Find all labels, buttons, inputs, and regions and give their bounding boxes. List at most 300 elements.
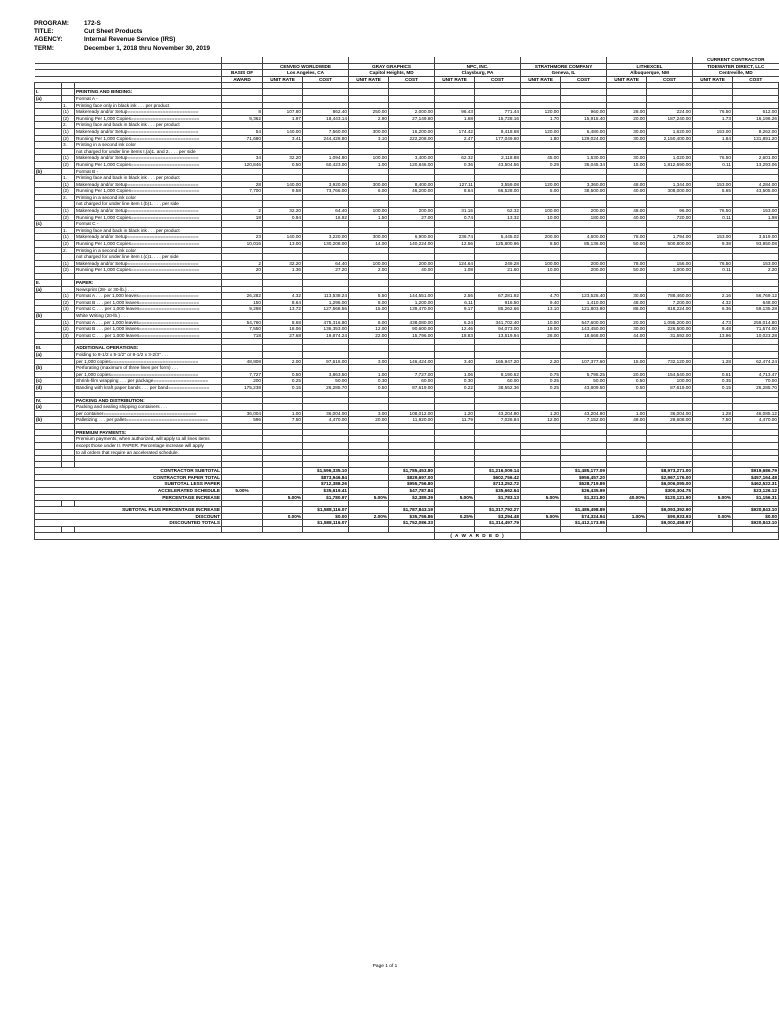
- item-description: Printing in a second ink color: [75, 142, 222, 149]
- line-item-row: [35, 135, 779, 142]
- basis-of-award: [222, 443, 263, 450]
- cost-cell: 720.00: [647, 214, 693, 221]
- item-section: (c): [35, 221, 62, 228]
- item-section: [35, 201, 62, 208]
- unit-rate-cell: 7.50: [263, 417, 303, 424]
- unit-rate-cell: 0.29: [521, 161, 561, 168]
- item-description: Banding with kraft paper bands . . . per band===============: [75, 384, 222, 391]
- unit-rate-cell: 1.06: [435, 371, 475, 378]
- unit-rate-cell: [435, 221, 475, 228]
- unit-rate-cell: [607, 227, 647, 234]
- unit-rate-cell: [263, 286, 303, 293]
- unit-rate-cell: [349, 142, 389, 149]
- cost-cell: [647, 175, 693, 182]
- summary-value: $2,389.39: [389, 494, 435, 501]
- unit-rate-cell: [521, 286, 561, 293]
- summary-value: $3,294.48: [475, 513, 521, 520]
- unit-rate-cell: [349, 227, 389, 234]
- unit-rate-cell: [693, 443, 733, 450]
- cost-cell: 187,240.00: [647, 115, 693, 122]
- cost-cell: 130,208.00: [303, 241, 349, 248]
- unit-rate-cell: 4.73: [693, 319, 733, 326]
- unit-rate-cell: 0.50: [349, 384, 389, 391]
- cost-cell: 107,377.60: [561, 358, 607, 365]
- summary-label: ACCELERATED SCHEDULE: [35, 488, 222, 495]
- item-number: (1): [62, 208, 75, 215]
- unit-rate-cell: [263, 351, 303, 358]
- vendor-name: NPC, INC.: [435, 63, 521, 70]
- basis-of-award: [222, 436, 263, 443]
- unit-rate-cell: 3.10: [349, 135, 389, 142]
- rate-cost-header-row: [35, 76, 779, 83]
- item-section: [35, 429, 62, 436]
- summary-rate: 5.00%: [521, 513, 561, 520]
- cost-cell: 1,094.80: [303, 155, 349, 162]
- summary-rate: [349, 481, 389, 488]
- summary-value: $0.00: [733, 513, 779, 520]
- item-description: Printing face and back in black ink . . . per product: [75, 227, 222, 234]
- item-number: (1): [62, 234, 75, 241]
- cost-cell: [647, 449, 693, 456]
- item-number: 2.: [62, 122, 75, 129]
- cost-cell: [647, 201, 693, 208]
- cost-cell: 10,023.28: [733, 332, 779, 339]
- basis-of-award: 18: [222, 214, 263, 221]
- cost-cell: 960.00: [561, 109, 607, 116]
- summary-value: $1,321.80: [561, 494, 607, 501]
- unit-rate-cell: [693, 95, 733, 102]
- summary-basis: [222, 513, 263, 520]
- item-number: (3): [62, 332, 75, 339]
- cost-cell: 3,360.00: [561, 181, 607, 188]
- item-number: [62, 148, 75, 155]
- unit-rate-cell: [435, 201, 475, 208]
- cost-cell: [561, 443, 607, 450]
- header-label: TERM:: [34, 44, 54, 52]
- basis-header: AWARD: [222, 76, 263, 83]
- unit-rate-cell: 10.00: [521, 319, 561, 326]
- cost-cell: 73,766.00: [303, 188, 349, 195]
- cost-cell: 3,863.50: [303, 371, 349, 378]
- cost-cell: 8,262.00: [733, 128, 779, 135]
- cost-cell: 200.00: [389, 260, 435, 267]
- cost-cell: 249.28: [475, 260, 521, 267]
- cost-cell: 7,026.84: [475, 417, 521, 424]
- item-number: [62, 201, 75, 208]
- cost-cell: 3,920.00: [303, 181, 349, 188]
- summary-rate: 1.00%: [607, 513, 647, 520]
- summary-value: $1,596,335.10: [303, 468, 349, 475]
- item-description: Running Per 1,000 Copies=========================: [75, 135, 222, 142]
- unit-rate-cell: [263, 89, 303, 96]
- cost-cell: [647, 247, 693, 254]
- summary-value: $47,787.84: [389, 488, 435, 495]
- basis-of-award: 120,846: [222, 161, 263, 168]
- line-item-row: [35, 417, 779, 424]
- unit-rate-cell: 1.08: [435, 267, 475, 274]
- item-description: Printing in a second ink color: [75, 194, 222, 201]
- cost-cell: [475, 175, 521, 182]
- summary-label: CONTRACTOR PAPER TOTAL: [35, 474, 222, 481]
- item-number: (1): [62, 181, 75, 188]
- item-number: [62, 378, 75, 385]
- unit-rate-cell: [607, 429, 647, 436]
- item-description: Running Per 1,000 Copies=========================: [75, 241, 222, 248]
- unit-rate-cell: [607, 286, 647, 293]
- item-description: PREMIUM PAYMENTS:: [75, 429, 222, 436]
- cost-cell: [389, 286, 435, 293]
- unit-rate-cell: [693, 397, 733, 404]
- summary-value: $90,933.93: [647, 513, 693, 520]
- summary-value: $956,457.20: [561, 474, 607, 481]
- unit-rate-cell: [263, 175, 303, 182]
- unit-rate-cell: [435, 449, 475, 456]
- unit-rate-cell: 1.97: [263, 115, 303, 122]
- item-section: [35, 115, 62, 122]
- line-item-row: [35, 378, 779, 385]
- unit-rate-cell: 0.50: [607, 384, 647, 391]
- line-item-row: [35, 181, 779, 188]
- cost-cell: 120,846.00: [389, 161, 435, 168]
- cost-cell: [389, 280, 435, 287]
- unit-rate-cell: [435, 443, 475, 450]
- unit-rate-cell: [263, 122, 303, 129]
- item-section: [35, 188, 62, 195]
- item-description: per 1,000 copies================================: [75, 371, 222, 378]
- vendor-name: CURRENT CONTRACTOR: [693, 57, 779, 63]
- summary-value: $8,973,271.00: [647, 468, 693, 475]
- unit-rate-cell: 18.83: [435, 332, 475, 339]
- unit-rate-cell: [263, 227, 303, 234]
- vendor-name: Capitol Heights, MD: [349, 70, 435, 77]
- cost-cell: [389, 443, 435, 450]
- summary-rate: [349, 468, 389, 475]
- unit-rate-cell: [349, 221, 389, 228]
- cost-cell: [647, 194, 693, 201]
- item-number: (2): [62, 115, 75, 122]
- cost-cell: [303, 365, 349, 372]
- header-spacer: [35, 70, 222, 77]
- item-description: Makeready and/or Setup==========================: [75, 234, 222, 241]
- unit-rate-header: UNIT RATE: [693, 76, 733, 83]
- cost-cell: 27,149.80: [389, 115, 435, 122]
- cost-cell: [389, 345, 435, 352]
- item-section: (b): [35, 312, 62, 319]
- unit-rate-cell: 10.00: [521, 214, 561, 221]
- summary-value: $1,783.13: [475, 494, 521, 501]
- summary-rate: 5.00%: [263, 494, 303, 501]
- basis-of-award: [222, 142, 263, 149]
- unit-rate-cell: 1.80: [521, 135, 561, 142]
- item-description: Folding to 8-1/2 x 5-1/2" or 8-1/2 x 3-2/3" . . .: [75, 351, 222, 358]
- unit-rate-cell: [607, 194, 647, 201]
- unit-rate-cell: 3.00: [349, 358, 389, 365]
- summary-rate: [263, 481, 303, 488]
- unit-rate-cell: 88.00: [607, 306, 647, 313]
- unit-rate-cell: [263, 397, 303, 404]
- summary-value: $1,486,498.89: [561, 507, 607, 514]
- unit-rate-cell: 200.00: [521, 234, 561, 241]
- item-number: (2): [62, 161, 75, 168]
- unit-rate-cell: 0.15: [263, 384, 303, 391]
- unit-rate-cell: 9.58: [263, 188, 303, 195]
- summary-value: $1,216,009.14: [475, 468, 521, 475]
- unit-rate-cell: 153.00: [693, 128, 733, 135]
- summary-value: $1,588,116.07: [303, 507, 349, 514]
- unit-rate-cell: 62.32: [435, 155, 475, 162]
- item-description: Format C . . . per 1,000 leaves======================: [75, 332, 222, 339]
- item-section: [35, 449, 62, 456]
- item-number: 1.: [62, 175, 75, 182]
- header-value: December 1, 2018 thru November 30, 2019: [84, 44, 211, 52]
- line-item-row: [35, 384, 779, 391]
- summary-value: $35,756.86: [389, 513, 435, 520]
- unit-rate-cell: [693, 122, 733, 129]
- item-section: (a): [35, 351, 62, 358]
- basis-of-award: 23: [222, 234, 263, 241]
- summary-value: $1,787,843.19: [389, 507, 435, 514]
- cost-cell: [561, 201, 607, 208]
- basis-of-award: [222, 122, 263, 129]
- cost-cell: 222,208.00: [389, 135, 435, 142]
- item-description: Perforating (maximum of three lines per form) . . .: [75, 365, 222, 372]
- cost-cell: [733, 175, 779, 182]
- unit-rate-cell: 124.64: [435, 260, 475, 267]
- unit-rate-cell: [435, 148, 475, 155]
- line-item-row: [35, 397, 779, 404]
- summary-rate: [521, 481, 561, 488]
- summary-rate: [693, 481, 733, 488]
- summary-value: $713,252.72: [475, 481, 521, 488]
- cost-cell: [733, 194, 779, 201]
- unit-rate-cell: 8.64: [435, 188, 475, 195]
- cost-cell: [475, 280, 521, 287]
- unit-rate-cell: 3.41: [263, 135, 303, 142]
- unit-rate-cell: [263, 365, 303, 372]
- summary-label: DISCOUNTED TOTALS: [35, 520, 222, 527]
- cost-cell: 16,200.00: [389, 128, 435, 135]
- summary-value: $1,780.97: [303, 494, 349, 501]
- cost-cell: 60.00: [475, 378, 521, 385]
- unit-rate-header: UNIT RATE: [607, 76, 647, 83]
- unit-rate-cell: [435, 102, 475, 109]
- item-number: (1): [62, 293, 75, 300]
- cost-cell: 100.00: [647, 378, 693, 385]
- basis-of-award: 7,727: [222, 371, 263, 378]
- summary-value: $829,697.00: [389, 474, 435, 481]
- cost-cell: 50.00: [561, 378, 607, 385]
- cost-cell: [389, 175, 435, 182]
- cost-cell: 71,574.00: [733, 326, 779, 333]
- summary-basis: [222, 468, 263, 475]
- cost-cell: [561, 449, 607, 456]
- cost-cell: 1,020.00: [647, 155, 693, 162]
- cost-cell: 2,150,400.00: [647, 135, 693, 142]
- cost-cell: [389, 201, 435, 208]
- item-description: PACKING AND DISTRIBUTION:: [75, 397, 222, 404]
- cost-cell: [733, 397, 779, 404]
- cost-cell: 732,120.00: [647, 358, 693, 365]
- cost-cell: 15,915.40: [561, 115, 607, 122]
- line-item-row: [35, 234, 779, 241]
- cost-cell: 16,196.26: [733, 115, 779, 122]
- unit-rate-cell: 1.20: [521, 410, 561, 417]
- cost-cell: [303, 95, 349, 102]
- cost-cell: [475, 443, 521, 450]
- unit-rate-cell: [349, 194, 389, 201]
- item-description: Printing face and back in black ink . . . per product: [75, 122, 222, 129]
- unit-rate-cell: [521, 247, 561, 254]
- cost-cell: 4,600.00: [561, 234, 607, 241]
- cost-cell: 259,014.80: [733, 319, 779, 326]
- basis-of-award: 54: [222, 128, 263, 135]
- cost-header: COST: [475, 76, 521, 83]
- basis-of-award: 36,004: [222, 410, 263, 417]
- item-number: [62, 168, 75, 175]
- unit-rate-cell: 76.50: [693, 155, 733, 162]
- unit-rate-cell: 174.42: [435, 128, 475, 135]
- basis-of-award: 8: [222, 109, 263, 116]
- cost-cell: [389, 122, 435, 129]
- summary-basis: [222, 520, 263, 527]
- cost-cell: [475, 122, 521, 129]
- cost-cell: 1,410.00: [561, 299, 607, 306]
- item-section: [35, 148, 62, 155]
- cost-cell: 108,012.00: [389, 410, 435, 417]
- cost-cell: 46,085.12: [733, 410, 779, 417]
- basis-of-award: [222, 351, 263, 358]
- cost-cell: 156.00: [647, 260, 693, 267]
- unit-rate-cell: [521, 443, 561, 450]
- empty-cell: [521, 533, 779, 540]
- item-number: 1.: [62, 102, 75, 109]
- summary-value: $9,002,458.97: [647, 520, 693, 527]
- cost-cell: [475, 449, 521, 456]
- cost-header: COST: [561, 76, 607, 83]
- item-section: [35, 214, 62, 221]
- cost-cell: [733, 254, 779, 261]
- unit-rate-cell: [349, 436, 389, 443]
- item-section: [35, 326, 62, 333]
- summary-rate: [435, 488, 475, 495]
- unit-rate-cell: [263, 312, 303, 319]
- unit-rate-cell: 30.00: [607, 135, 647, 142]
- item-number: [62, 286, 75, 293]
- cost-cell: [647, 345, 693, 352]
- unit-rate-cell: 50.00: [607, 241, 647, 248]
- item-description: Makeready and/or Setup==========================: [75, 109, 222, 116]
- cost-cell: [647, 280, 693, 287]
- unit-rate-cell: 44.00: [607, 332, 647, 339]
- summary-basis: [222, 507, 263, 514]
- cost-cell: [733, 443, 779, 450]
- item-description: to all orders that require an accelerated schedule.: [75, 449, 222, 456]
- cost-cell: 15,728.16: [475, 115, 521, 122]
- item-section: [35, 128, 62, 135]
- line-item-row: [35, 128, 779, 135]
- cost-cell: [389, 142, 435, 149]
- line-item-row: [35, 175, 779, 182]
- unit-rate-cell: [435, 429, 475, 436]
- line-item-row: [35, 95, 779, 102]
- basis-of-award: [222, 194, 263, 201]
- item-number: [62, 345, 75, 352]
- item-number: (1): [62, 109, 75, 116]
- cost-cell: [733, 148, 779, 155]
- unit-rate-cell: [521, 280, 561, 287]
- item-section: [35, 306, 62, 313]
- cost-cell: 13.32: [475, 214, 521, 221]
- cost-cell: [475, 102, 521, 109]
- unit-rate-cell: [435, 95, 475, 102]
- item-number: [62, 397, 75, 404]
- item-number: (3): [62, 306, 75, 313]
- cost-cell: [303, 175, 349, 182]
- summary-rate: [263, 474, 303, 481]
- unit-rate-cell: 1.73: [693, 115, 733, 122]
- vendor-header-row: [35, 63, 779, 70]
- summary-value: $873,946.84: [303, 474, 349, 481]
- unit-rate-cell: [349, 254, 389, 261]
- item-number: 1.: [62, 227, 75, 234]
- unit-rate-cell: [521, 351, 561, 358]
- line-item-row: [35, 142, 779, 149]
- summary-rate: [693, 488, 733, 495]
- item-section: [35, 227, 62, 234]
- unit-rate-cell: 1.28: [693, 410, 733, 417]
- unit-rate-cell: 120.00: [521, 181, 561, 188]
- unit-rate-cell: 153.00: [693, 181, 733, 188]
- unit-rate-cell: [435, 436, 475, 443]
- item-description: Running Per 1,000 Copies=========================: [75, 115, 222, 122]
- unit-rate-cell: [693, 254, 733, 261]
- unit-rate-cell: 0.30: [435, 378, 475, 385]
- item-description: Format B . . . per 1,000 leaves======================: [75, 326, 222, 333]
- summary-row: [35, 474, 779, 481]
- summary-rate: [263, 507, 303, 514]
- cost-cell: 50.00: [303, 378, 349, 385]
- unit-rate-cell: [349, 286, 389, 293]
- unit-rate-cell: [521, 404, 561, 411]
- cost-cell: [561, 404, 607, 411]
- cost-cell: [303, 221, 349, 228]
- cost-cell: [733, 312, 779, 319]
- vendor-name: Los Angeles, CA: [263, 70, 349, 77]
- item-number: (2): [62, 267, 75, 274]
- unit-rate-cell: [349, 89, 389, 96]
- line-item-row: [35, 122, 779, 129]
- cost-cell: 18,668.00: [561, 332, 607, 339]
- item-description: per 1,000 copies================================: [75, 358, 222, 365]
- summary-rate: [693, 474, 733, 481]
- item-section: (b): [35, 417, 62, 424]
- unit-rate-cell: 5.50: [349, 293, 389, 300]
- unit-rate-cell: [693, 280, 733, 287]
- unit-rate-cell: 1.00: [349, 161, 389, 168]
- cost-cell: [475, 312, 521, 319]
- cost-cell: 8,400.00: [389, 181, 435, 188]
- cost-cell: 40.00: [389, 267, 435, 274]
- line-item-row: [35, 286, 779, 293]
- summary-rate: 5.00%: [693, 494, 733, 501]
- cost-cell: [389, 89, 435, 96]
- item-number: (1): [62, 319, 75, 326]
- summary-rate: [607, 507, 647, 514]
- line-item-row: [35, 436, 779, 443]
- unit-rate-cell: [693, 102, 733, 109]
- cost-cell: [389, 168, 435, 175]
- item-section: (a): [35, 286, 62, 293]
